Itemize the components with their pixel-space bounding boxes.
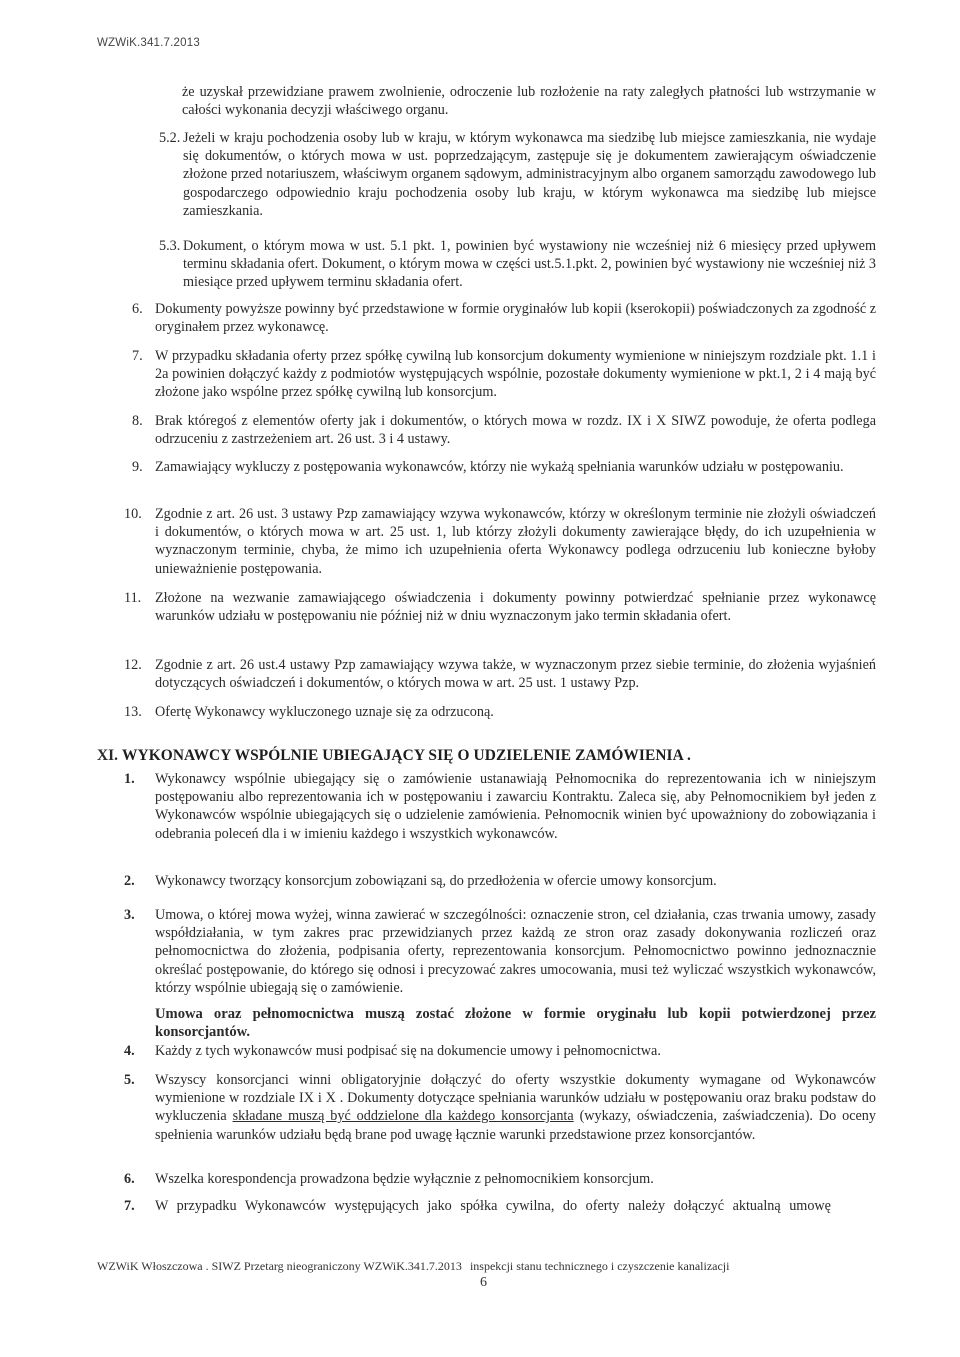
item-number: 7. xyxy=(132,348,143,364)
item-number: 1. xyxy=(124,771,135,787)
item-number-5-3: 5.3. xyxy=(159,238,181,254)
section-heading: WYKONAWCY WSPÓLNIE UBIEGAJĄCY SIĘ O UDZIELENIE ZAMÓWIENIA . xyxy=(122,747,691,764)
paragraph-5-3: Dokument, o którym mowa w ust. 5.1 pkt. 1, powinien być wystawiony nie wcześniej niż 6 miesięcy przed upływem terminu składania ofert. Dokument, o którym mowa w części ust.5.1.pkt. 2, powinien być wystawiony nie wcześniej niż 3 miesiące przed upływem terminu składania ofert. xyxy=(183,238,876,291)
item-number: 10. xyxy=(124,506,142,522)
item-number: 7. xyxy=(124,1198,135,1214)
list-item: Brak któregoś z elementów oferty jak i dokumentów, o których mowa w rozdz. IX i X SIWZ powoduje, że oferta podlega odrzuceniu z zastrzeżeniem art. 26 ust. 3 i 4 ustawy. xyxy=(155,413,876,448)
item-number: 2. xyxy=(124,873,135,889)
page-footer xyxy=(97,1259,729,1274)
item-number: 3. xyxy=(124,907,135,923)
list-item: Każdy z tych wykonawców musi podpisać się na dokumencie umowy i pełnomocnictwa. xyxy=(155,1043,661,1059)
document-reference: WZWiK.341.7.2013 xyxy=(97,37,200,49)
paragraph-5-2: Jeżeli w kraju pochodzenia osoby lub w kraju, w którym wykonawca ma siedzibę lub miejsce zamieszkania, nie wydaje się dokumentów, o których mowa w ust. poprzedzającym, zastępuje się je dokumentem zawierającym oświadczenie złożone przed notariuszem, właściwym organem sądowym, administracyjnym albo organem samorządu zawodowego lub gospodarczego odpowiednio kraju pochodzenia osoby lub kraju, w którym wykonawca ma siedzibę lub miejsce zamieszkania. xyxy=(183,130,876,219)
list-item: W przypadku składania oferty przez spółkę cywilną lub konsorcjum dokumenty wymienione w niniejszym rozdziale pkt. 1.1 i 2a powinien dołączyć każdy z podmiotów występujących wspólnie, pozostałe dokumenty wymienione w pkt.1, 2 i 4 mają być złożone jako wspólne przez spółkę cywilną lub konsorcjum. xyxy=(155,348,876,401)
list-item: Zgodnie z art. 26 ust. 3 ustawy Pzp zamawiający wzywa wykonawców, którzy w określonym terminie nie złożyli oświadczeń i dokumentów, o których mowa w art. 25 ust. 1, lub którzy złożyli dokumenty zawierające błędy, do ich uzupełnienia w wyznaczonym terminie, chyba, że mimo ich uzupełnienia oferta Wykonawcy podlega odrzuceniu lub konieczne byłoby unieważnienie postępowania. xyxy=(155,506,876,577)
continuation-paragraph: że uzyskał przewidziane prawem zwolnienie, odroczenie lub rozłożenie na raty zaległych płatności lub wstrzymanie w całości wykonania decyzji właściwego organu. xyxy=(182,84,876,119)
footer-left: WZWiK Włoszczowa . SIWZ Przetarg nieograniczony WZWiK.341.7.2013 xyxy=(97,1259,462,1273)
bold-note: Umowa oraz pełnomocnictwa muszą zostać złożone w formie oryginału lub kopii potwierdzonej przez konsorcjantów. xyxy=(155,1006,876,1041)
footer-right: inspekcji stanu technicznego i czyszczenie kanalizacji xyxy=(469,1259,730,1273)
item-number-5-2: 5.2. xyxy=(159,130,181,146)
list-item: Wykonawcy wspólnie ubiegający się o zamówienie ustanawiają Pełnomocnika do reprezentowania ich w niniejszym postępowaniu albo reprezentowania ich w postępowaniu i zawarciu Kontraktu. Zaleca się, aby Pełnomocnikiem był jeden z Wykonawców wspólnie ubiegających się o udzielenie zamówienia. Pełnomocnik winien być upoważniony do zobowiązania i odebrania poleceń dla i w imieniu każdego i wszystkich wykonawców. xyxy=(155,771,876,842)
item-text: (wykazy, oświadczenia, zaświadczenia). Do oceny spełnienia warunków udziału będą brane pod uwagę łącznie warunki przedstawione przez konsorcjantów. xyxy=(155,1108,876,1143)
list-item: Złożone na wezwanie zamawiającego oświadczenia i dokumenty powinny potwierdzać spełnianie przez wykonawcę warunków udziału w postępowaniu nie później niż w dniu wyznaczonym jako termin składania ofert. xyxy=(155,590,876,625)
list-item: Ofertę Wykonawcy wykluczonego uznaje się za odrzuconą. xyxy=(155,704,494,720)
list-item: Umowa, o której mowa wyżej, winna zawierać w szczególności: oznaczenie stron, cel działania, czas trwania umowy, zasady współdziałania, w tym zakres prac przewidzianych przez każdą ze stron oraz zasady dokonywania rozliczeń oraz pełnomocnictwa do złożenia, podpisania oferty, reprezentowania konsorcjum. Pełnomocnictwo powinno jednoznacznie określać postępowanie, do którego się odnosi i precyzować zakres umocowania, musi też wyliczać wszystkich wykonawców, którzy wspólnie ubiegają się o zamówienie. xyxy=(155,907,876,996)
section-number: XI. xyxy=(97,747,118,764)
list-item: Zamawiający wykluczy z postępowania wykonawców, którzy nie wykażą spełniania warunków udziału w postępowaniu. xyxy=(155,459,844,475)
list-item xyxy=(155,1071,876,1144)
item-number: 8. xyxy=(132,413,143,429)
item-text: Wszyscy konsorcjanci winni obligatoryjnie dołączyć do oferty wszystkie dokumenty wymagane od Wykonawców wymienione w rozdziale IX i X . Dokumenty dotyczące spełniania warunków udziału w postępowaniu oraz braku podstaw do wykluczenia xyxy=(155,1072,876,1125)
item-number: 5. xyxy=(124,1072,135,1088)
list-item: Zgodnie z art. 26 ust.4 ustawy Pzp zamawiający wzywa także, w wyznaczonym przez siebie terminie, do złożenia wyjaśnień dotyczących oświadczeń i dokumentów, o których mowa w art. 25 ust. 1 ustawy Pzp. xyxy=(155,657,876,692)
list-item: Wykonawcy tworzący konsorcjum zobowiązani są, do przedłożenia w ofercie umowy konsorcjum. xyxy=(155,873,717,889)
item-number: 9. xyxy=(132,459,143,475)
item-number: 12. xyxy=(124,657,142,673)
item-number: 13. xyxy=(124,704,142,720)
page-number: 6 xyxy=(480,1275,487,1290)
underlined-text: składane muszą być oddzielone dla każdego konsorcjanta xyxy=(232,1108,574,1125)
list-item: W przypadku Wykonawców występujących jako spółka cywilna, do oferty należy dołączyć aktualną umowę xyxy=(155,1198,831,1214)
list-item: Wszelka korespondencja prowadzona będzie wyłącznie z pełnomocnikiem konsorcjum. xyxy=(155,1171,654,1187)
item-number: 6. xyxy=(124,1171,135,1187)
item-number: 6. xyxy=(132,301,143,317)
list-item: Dokumenty powyższe powinny być przedstawione w formie oryginałów lub kopii (kserokopii) poświadczonych za zgodność z oryginałem przez wykonawcę. xyxy=(155,301,877,336)
item-number: 4. xyxy=(124,1043,135,1059)
item-number: 11. xyxy=(124,590,142,606)
